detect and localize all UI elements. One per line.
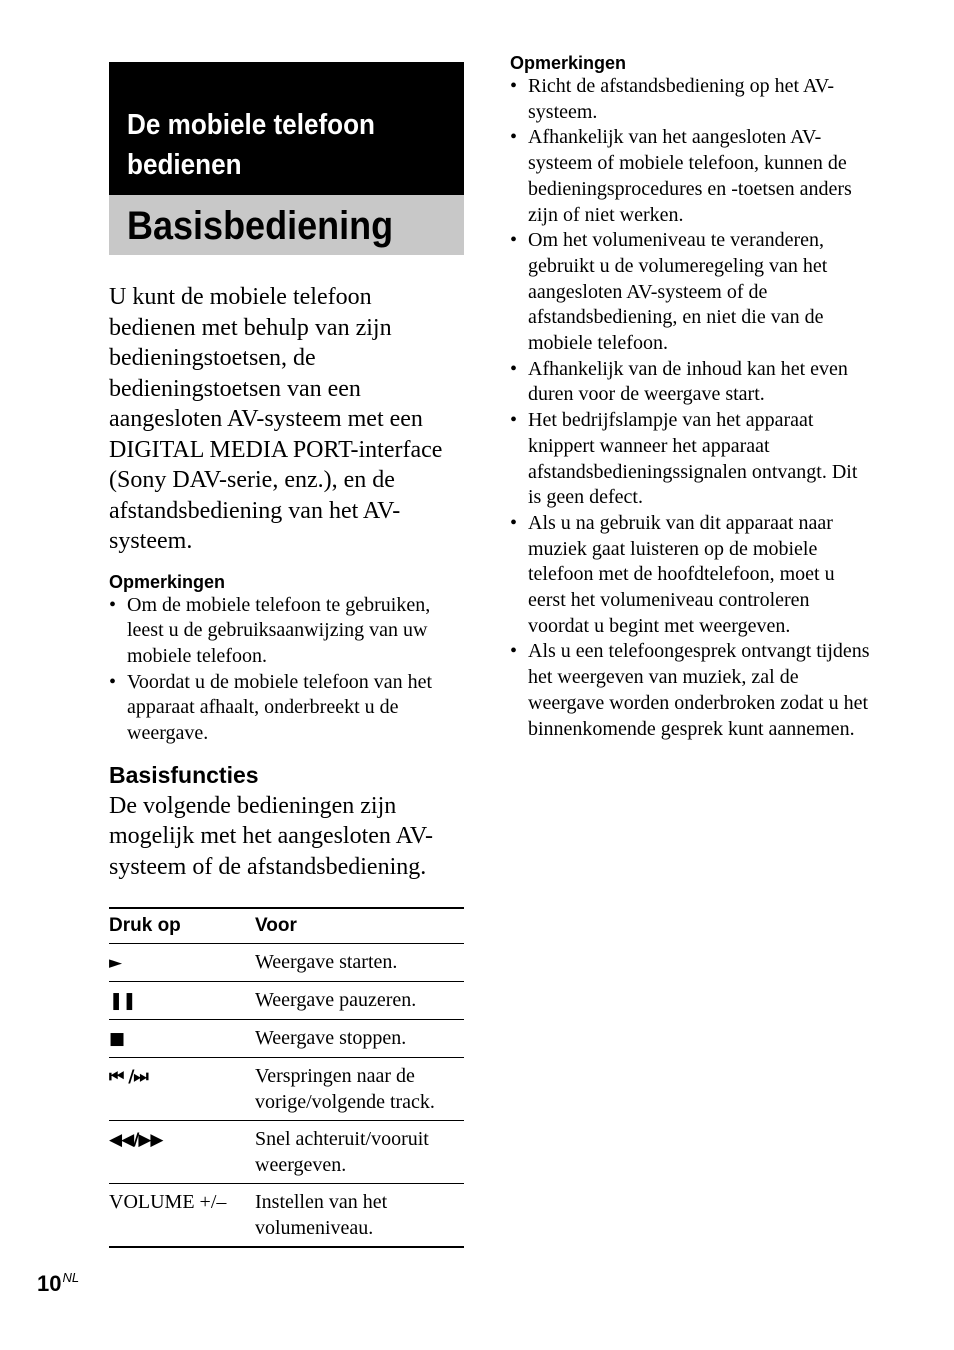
table-row — [109, 1058, 464, 1121]
table-row — [109, 1020, 464, 1058]
table-row — [109, 1184, 464, 1248]
row-action: Weergave stoppen. — [255, 1020, 464, 1058]
column-header-press: Druk op — [109, 908, 255, 944]
list-item: • Als u een telefoongesprek ontvangt tijdens het weergeven van muziek, zal de weergave worden onderbroken zodat u het binnenkomende gesprek kunt aannemen. — [510, 639, 870, 742]
operations-table — [109, 907, 464, 1248]
column-header-for: Voor — [255, 908, 464, 944]
row-action: Snel achteruit/vooruit weergeven. — [255, 1121, 464, 1184]
volume-key: VOLUME +/– — [109, 1191, 227, 1214]
list-item: • Om het volumeniveau te veranderen, gebruikt u de volumeregeling van het aangesloten AV-systeem of de afstandsbediening, en niet die van de mobiele telefoon. — [510, 228, 870, 357]
list-item: • Afhankelijk van de inhoud kan het even duren voor de weergave start. — [510, 357, 870, 408]
list-item: • Afhankelijk van het aangesloten AV-systeem of mobiele telefoon, kunnen de bedieningsprocedures en -toetsen anders zijn of niet werken. — [510, 125, 870, 228]
language-code: NL — [62, 1270, 80, 1285]
table-row — [109, 944, 464, 982]
list-item: • Richt de afstandsbediening op het AV-systeem. — [510, 74, 870, 125]
row-action: Weergave starten. — [255, 944, 464, 982]
list-item: • Om de mobiele telefoon te gebruiken, leest u de gebruiksaanwijzing van uw mobiele telefoon. — [109, 593, 464, 670]
section-title-line2: bedienen — [127, 149, 242, 181]
row-action: Weergave pauzeren. — [255, 982, 464, 1020]
section-header — [109, 62, 464, 195]
table-header-row — [109, 908, 464, 944]
right-column — [510, 52, 870, 742]
table-row — [109, 1121, 464, 1184]
right-notes-list — [510, 74, 870, 742]
right-notes-title: Opmerkingen — [510, 53, 627, 73]
seek-symbol: ◀◀/▶▶ — [109, 1121, 255, 1184]
list-item: • Als u na gebruik van dit apparaat naar muziek gaat luisteren op de mobiele telefoon met de hoofdtelefoon, moet u eerst het volumeniveau controleren voordat u begint met weergeven. — [510, 511, 870, 640]
list-item: • Het bedrijfslampje van het apparaat knippert wanneer het apparaat afstandsbedieningssignalen ontvangt. Dit is geen defect. — [510, 408, 870, 511]
pause-symbol: ❚❚ — [109, 982, 255, 1020]
row-action: Instellen van het volumeniveau. — [255, 1191, 388, 1240]
stop-symbol: ■ — [109, 1020, 255, 1058]
play-symbol: ► — [109, 944, 255, 982]
left-notes-list — [109, 593, 464, 747]
table-row — [109, 982, 464, 1020]
row-action: Verspringen naar de vorige/volgende track. — [255, 1058, 464, 1121]
skip-symbol: ⏮ /⏭ — [109, 1058, 255, 1121]
basic-functions-heading: Basisfuncties — [109, 761, 259, 788]
left-column — [109, 62, 464, 1248]
page-number-value: 10 — [37, 1271, 62, 1296]
page-title-bar — [109, 195, 464, 255]
intro-paragraph: U kunt de mobiele telefoon bedienen met behulp van zijn bedieningstoetsen, de bedieningstoetsen van een aangesloten AV-systeem met een DIGITAL MEDIA PORT-interface (Sony DAV-serie, enz.), en de afstandsbediening van het AV-systeem. — [109, 284, 443, 554]
page-number — [37, 1270, 79, 1297]
basic-functions-text: De volgende bedieningen zijn mogelijk met het aangesloten AV-systeem of de afstandsbediening. — [109, 792, 433, 880]
section-title-line1: De mobiele telefoon — [127, 109, 375, 141]
list-item: • Voordat u de mobiele telefoon van het apparaat afhaalt, onderbreekt u de weergave. — [109, 670, 464, 747]
left-notes-title: Opmerkingen — [109, 571, 226, 592]
page-title: Basisbediening — [127, 204, 394, 248]
